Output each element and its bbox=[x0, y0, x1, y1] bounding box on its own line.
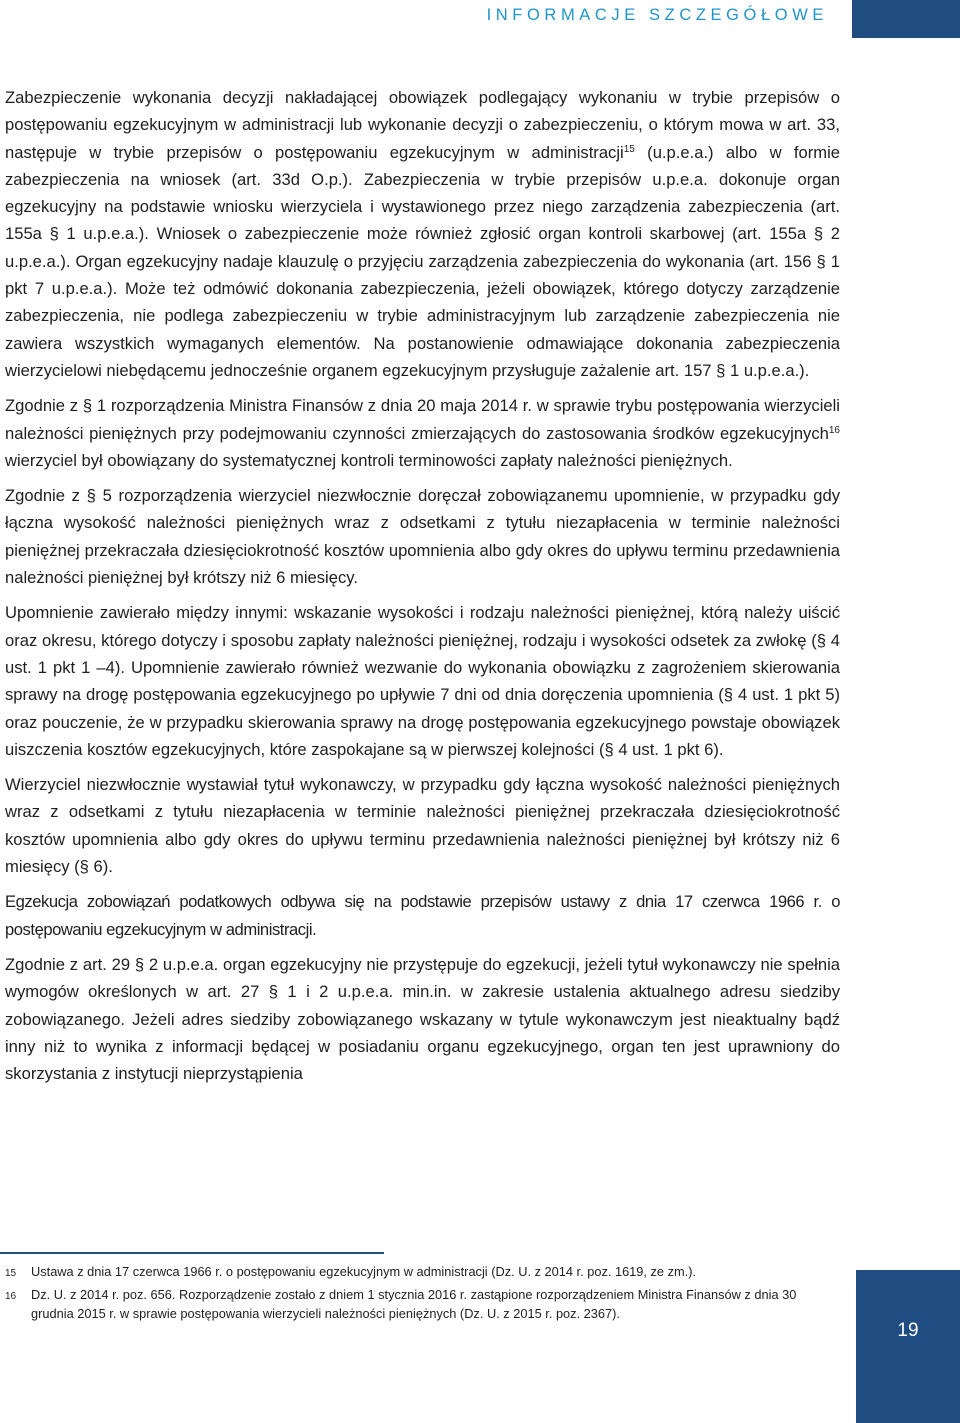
page-number-block bbox=[856, 1270, 960, 1423]
paragraph-text: Zgodnie z § 1 rozporządzenia Ministra Finansów z dnia 20 maja 2014 r. w sprawie trybu postępowania wierzycieli należności pieniężnych przy podejmowaniu czynności zmierzających do zastosowania środków egzekucyjnych bbox=[5, 396, 840, 443]
footnotes bbox=[5, 1262, 840, 1327]
paragraph-p6 bbox=[5, 888, 840, 943]
footnote-number-label: 16 bbox=[5, 1290, 17, 1302]
footnote-ref[interactable]: 16 bbox=[828, 424, 840, 436]
footnote-ref[interactable]: 15 bbox=[623, 143, 635, 155]
body-text bbox=[5, 84, 840, 1095]
footnote-15 bbox=[5, 1262, 840, 1282]
paragraph-text: Wierzyciel niezwłocznie wystawiał tytuł wykonawczy, w przypadku gdy łączna wysokość należności pieniężnych wraz z odsetkami z tytułu niezapłacenia w terminie należności pieniężnej przekraczała dziesięciokrotność kosztów upomnienia albo gdy okres do upływu terminu przedawnienia należności pieniężnej był krótszy niż 6 miesięcy (§ 6). bbox=[5, 775, 840, 877]
paragraph-p1 bbox=[5, 84, 840, 384]
paragraph-text: Upomnienie zawierało między innymi: wskazanie wysokości i rodzaju należności pieniężnej, którą należy uiścić oraz okresu, którego dotyczy i sposobu zapłaty należności pieniężnej, rodzaju i wysokości odsetek za zwłokę (§ 4 ust. 1 pkt 1 –4). Upomnienie zawierało również wezwanie do wykonania obowiązku z zagrożeniem skierowania sprawy na drogę postępowania egzekucyjnego po upływie 7 dni od dnia doręczenia upomnienia (§ 4 ust. 1 pkt 5) oraz pouczenie, że w przypadku skierowania sprawy na drogę postępowania egzekucyjnego powstaje obowiązek uiszczenia kosztów egzekucyjnych, które zaspokajane są w pierwszej kolejności (§ 4 ust. 1 pkt 6). bbox=[5, 603, 840, 759]
page-header bbox=[0, 0, 960, 40]
footnote-number bbox=[5, 1262, 31, 1282]
paragraph-text: wierzyciel był obowiązany do systematycznej kontroli terminowości zapłaty należności pieniężnych. bbox=[5, 450, 733, 470]
paragraph-text: Zabezpieczenie wykonania decyzji nakładającej obowiązek podlegający wykonaniu w trybie przepisów o postępowaniu egzekucyjnym w administracji lub wykonanie decyzji o zabezpieczeniu, o którym mowa w art. 33, następuje w trybie przepisów o postępowaniu egzekucyjnym w administracji bbox=[5, 88, 840, 162]
footnote-text: Dz. U. z 2014 r. poz. 656. Rozporządzenie zostało z dniem 1 stycznia 2016 r. zastąpione rozporządzeniem Ministra Finansów z dnia 30 grudnia 2015 r. w sprawie postępowania wierzycieli należności pieniężnych (Dz. U. z 2015 r. poz. 2367). bbox=[31, 1286, 797, 1321]
paragraph-p3 bbox=[5, 482, 840, 591]
footnote-16 bbox=[5, 1285, 840, 1324]
footnote-divider bbox=[0, 1252, 384, 1254]
paragraph-text: (u.p.e.a.) albo w formie zabezpieczenia na wniosek (art. 33d O.p.). Zabezpieczenia w trybie przepisów u.p.e.a. dokonuje organ egzekucyjny na podstawie wniosku wierzyciela i wystawionego przez niego zarządzenia zabezpieczenia (art. 155a § 1 u.p.e.a.). Wniosek o zabezpieczenie może również zgłosić organ kontroli skarbowej (art. 155a § 2 u.p.e.a.). Organ egzekucyjny nadaje klauzulę o przyjęciu zarządzenia zabezpieczenia do wykonania (art. 156 § 1 pkt 7 u.p.e.a.). Może też odmówić dokonania zabezpieczenia, jeżeli obowiązek, którego dotyczy zarządzenie zabezpieczenia, nie podlega zabezpieczeniu w trybie administracyjnym lub zarządzenie zabezpieczenia nie zawiera wszystkich wymaganych elementów. Na postanowienie odmawiające dokonania zabezpieczenia wierzycielowi niebędącemu jednocześnie organem egzekucyjnym przysługuje zażalenie art. 157 § 1 u.p.e.a.). bbox=[5, 142, 840, 380]
paragraph-text: Zgodnie z § 5 rozporządzenia wierzyciel niezwłocznie doręczał zobowiązanemu upomnienie, w przypadku gdy łączna wysokość należności pieniężnych wraz z odsetkami z tytułu niezapłacenia w terminie należności pieniężnej przekraczała dziesięciokrotność kosztów upomnienia albo gdy okres do upływu terminu przedawnienia należności pieniężnej był krótszy niż 6 miesięcy. bbox=[5, 486, 840, 588]
paragraph-p2 bbox=[5, 392, 840, 474]
paragraph-p4 bbox=[5, 599, 840, 763]
paragraph-text: Zgodnie z art. 29 § 2 u.p.e.a. organ egzekucyjny nie przystępuje do egzekucji, jeżeli tytuł wykonawczy nie spełnia wymogów określonych w art. 27 § 1 i 2 u.p.e.a. min.in. w zakresie ustalenia aktualnego adresu siedziby zobowiązanego. Jeżeli adres siedziby zobowiązanego wskazany w tytule wykonawczym jest nieaktualny bądź inny niż to wynika z informacji będącej w posiadaniu organu egzekucyjnego, organ ten jest uprawniony do skorzystania z instytucji nieprzystąpienia bbox=[5, 954, 840, 1084]
paragraph-text: Egzekucja zobowiązań podatkowych odbywa się na podstawie przepisów ustawy z dnia 17 czerwca 1966 r. o postępowaniu egzekucyjnym w administracji. bbox=[5, 892, 840, 939]
footnote-number bbox=[5, 1285, 31, 1324]
paragraph-p7 bbox=[5, 951, 840, 1087]
section-title: INFORMACJE SZCZEGÓŁOWE bbox=[486, 6, 828, 24]
footnote-number-label: 15 bbox=[5, 1268, 17, 1279]
footnote-text: Ustawa z dnia 17 czerwca 1966 r. o postępowaniu egzekucyjnym w administracji (Dz. U. z 2014 r. poz. 1619, ze zm.). bbox=[31, 1264, 697, 1279]
paragraph-p5 bbox=[5, 771, 840, 880]
page-number: 19 bbox=[897, 1320, 919, 1341]
header-color-block bbox=[852, 0, 960, 38]
